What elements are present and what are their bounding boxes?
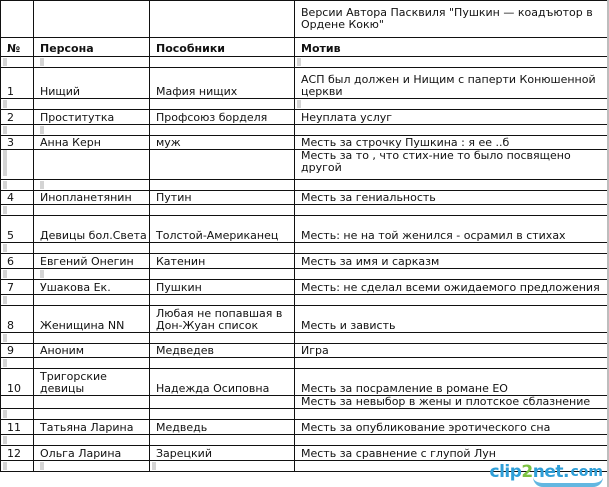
row-num[interactable]: 11 xyxy=(1,420,34,435)
row-num[interactable]: 2 xyxy=(1,110,34,125)
table-row xyxy=(1,420,608,435)
header-helpers[interactable]: Пособники xyxy=(150,38,295,57)
spacer-row xyxy=(1,358,608,369)
row-persona[interactable]: Тригорские девицы xyxy=(34,369,150,396)
row-motive[interactable]: Месть за сравнение с глупой Лун xyxy=(295,446,608,461)
row-motive-secondary[interactable]: Месть за то , что стих-ние то было посвящено другой xyxy=(295,150,608,180)
table-row xyxy=(1,254,608,269)
row-persona[interactable]: Инопланетянин xyxy=(34,191,150,205)
watermark-tld: com xyxy=(570,464,603,480)
table-row xyxy=(1,110,608,125)
title-cell[interactable]: Версии Автора Пасквиля "Пушкин — коадъютор в Ордене Кокю" xyxy=(295,1,608,38)
row-motive-secondary[interactable]: Месть за невыбор в жены и плотское сблазнение xyxy=(295,396,608,409)
table-row xyxy=(1,68,608,99)
row-motive[interactable]: Месть: не сделал всеми ожидаемого предложения xyxy=(295,280,608,295)
table-row xyxy=(1,344,608,358)
table-row xyxy=(1,446,608,461)
spacer-row xyxy=(1,409,608,420)
spacer-row xyxy=(1,57,608,68)
row-persona[interactable]: Аноним xyxy=(34,344,150,358)
spacer-row xyxy=(1,435,608,446)
row-motive[interactable]: Месть за опубликование эротического сна xyxy=(295,420,608,435)
row-num[interactable]: 4 xyxy=(1,191,34,205)
row-motive[interactable]: АСП был должен и Нищим с паперти Конюшенной церкви xyxy=(295,68,608,99)
row-helpers[interactable]: Катенин xyxy=(150,254,295,269)
row-helpers[interactable]: Мафия нищих xyxy=(150,68,295,99)
table-row xyxy=(1,136,608,150)
cell-b1[interactable] xyxy=(34,1,150,38)
clip2net-watermark: clip2net . com xyxy=(490,462,604,482)
row-helpers[interactable]: Путин xyxy=(150,191,295,205)
row-num[interactable]: 5 xyxy=(1,216,34,243)
row-persona[interactable]: Татьяна Ларина xyxy=(34,420,150,435)
spacer-row xyxy=(1,333,608,344)
spacer-row xyxy=(1,99,608,110)
spacer-row xyxy=(1,205,608,216)
row-persona[interactable]: Девицы бол.Света xyxy=(34,216,150,243)
table-row-continuation xyxy=(1,150,608,180)
row-persona[interactable]: Ушакова Ек. xyxy=(34,280,150,295)
header-persona[interactable]: Персона xyxy=(34,38,150,57)
table-row xyxy=(1,216,608,243)
row-helpers[interactable]: Любая не попавшая в Дон-Жуан список xyxy=(150,306,295,333)
watermark-logo: clip2net xyxy=(489,462,564,482)
row-helpers[interactable]: Толстой-Американец xyxy=(150,216,295,243)
row-persona[interactable]: Нищий xyxy=(34,68,150,99)
table-row xyxy=(1,306,608,333)
row-motive[interactable]: Неуплата услуг xyxy=(295,110,608,125)
row-motive[interactable]: Месть: не на той женился - осрамил в стихах xyxy=(295,216,608,243)
row-num[interactable]: 1 xyxy=(1,68,34,99)
row-persona[interactable]: Ольга Ларина xyxy=(34,446,150,461)
table-row xyxy=(1,280,608,295)
row-num[interactable]: 10 xyxy=(1,369,34,396)
spacer-row xyxy=(1,269,608,280)
spacer-row xyxy=(1,243,608,254)
table-row xyxy=(1,191,608,205)
spacer-row xyxy=(1,125,608,136)
row-persona[interactable]: Проститутка xyxy=(34,110,150,125)
table-row xyxy=(1,369,608,396)
row-motive[interactable]: Месть за имя и сарказм xyxy=(295,254,608,269)
row-persona[interactable]: Евгений Онегин xyxy=(34,254,150,269)
row-motive[interactable]: Месть за посрамление в романе ЕО xyxy=(295,369,608,396)
row-num[interactable]: 3 xyxy=(1,136,34,150)
header-num[interactable]: № xyxy=(1,38,34,57)
row-persona[interactable]: Женищина NN xyxy=(34,306,150,333)
row-helpers[interactable]: Надежда Осиповна xyxy=(150,369,295,396)
cell-c1[interactable] xyxy=(150,1,295,38)
row-num[interactable]: 8 xyxy=(1,306,34,333)
row-persona[interactable]: Анна Керн xyxy=(34,136,150,150)
row-motive[interactable]: Месть за строчку Пушкина : я ее ..б xyxy=(295,136,608,150)
row-num[interactable]: 9 xyxy=(1,344,34,358)
spacer-row xyxy=(1,295,608,306)
row-motive[interactable]: Месть и зависть xyxy=(295,306,608,333)
row-helpers[interactable]: Профсоюз борделя xyxy=(150,110,295,125)
header-motive[interactable]: Мотив xyxy=(295,38,608,57)
row-num[interactable]: 12 xyxy=(1,446,34,461)
row-num[interactable]: 7 xyxy=(1,280,34,295)
row-motive[interactable]: Месть за гениальность xyxy=(295,191,608,205)
table-row-continuation xyxy=(1,396,608,409)
row-helpers[interactable]: Зарецкий xyxy=(150,446,295,461)
row-helpers[interactable]: муж xyxy=(150,136,295,150)
row-motive[interactable]: Игра xyxy=(295,344,608,358)
row-helpers[interactable]: Медведь xyxy=(150,420,295,435)
spacer-row xyxy=(1,180,608,191)
row-num[interactable]: 6 xyxy=(1,254,34,269)
cell-a1[interactable] xyxy=(1,1,34,38)
row-helpers[interactable]: Пушкин xyxy=(150,280,295,295)
row-helpers[interactable]: Медведев xyxy=(150,344,295,358)
